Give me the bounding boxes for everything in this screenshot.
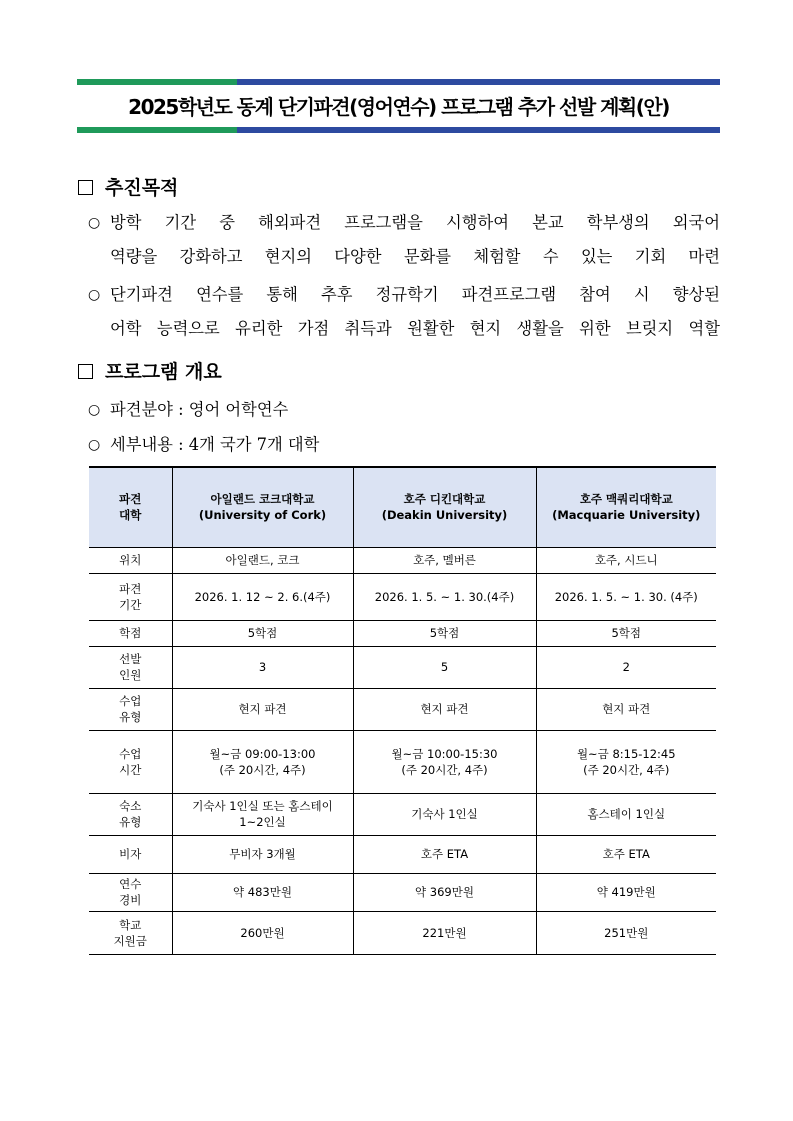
row-label-cell: 학교 지원금 xyxy=(89,911,172,954)
table-cell: 2026. 1. 5. ~ 1. 30. (4주) xyxy=(536,573,716,620)
row-label-cell: 학점 xyxy=(89,620,172,646)
table-cell: 약 419만원 xyxy=(536,873,716,911)
title-bottom-rule xyxy=(77,127,720,133)
table-cell: 260만원 xyxy=(172,911,353,954)
table-cell: 기숙사 1인실 xyxy=(353,793,536,835)
table-row xyxy=(89,547,716,573)
program-table xyxy=(89,466,716,955)
table-cell: 월~금 8:15-12:45 (주 20시간, 4주) xyxy=(536,730,716,793)
row-label-cell: 선발 인원 xyxy=(89,646,172,688)
row-label-cell: 수업 유형 xyxy=(89,688,172,730)
header-university-cork: 아일랜드 코크대학교 (University of Cork) xyxy=(172,467,353,547)
section-box-icon xyxy=(78,180,93,195)
header-label-cell: 파견 대학 xyxy=(89,467,172,547)
row-label-cell: 위치 xyxy=(89,547,172,573)
table-cell: 3 xyxy=(172,646,353,688)
row-label-cell: 수업 시간 xyxy=(89,730,172,793)
table-row xyxy=(89,793,716,835)
table-cell: 호주 ETA xyxy=(353,835,536,873)
table-row xyxy=(89,688,716,730)
table-row xyxy=(89,646,716,688)
table-row xyxy=(89,730,716,793)
table-cell: 5학점 xyxy=(172,620,353,646)
circle-bullet-icon: ○ xyxy=(88,437,101,453)
table-cell: 무비자 3개월 xyxy=(172,835,353,873)
section-heading-purpose: 추진목적 xyxy=(78,176,178,200)
circle-bullet-icon: ○ xyxy=(88,287,101,303)
table-cell: 호주 ETA xyxy=(536,835,716,873)
header-university-deakin: 호주 디킨대학교 (Deakin University) xyxy=(353,467,536,547)
table-cell: 221만원 xyxy=(353,911,536,954)
table-cell: 월~금 10:00-15:30 (주 20시간, 4주) xyxy=(353,730,536,793)
section-box-icon xyxy=(78,364,93,379)
row-label-cell: 연수 경비 xyxy=(89,873,172,911)
table-cell: 2026. 1. 12 ~ 2. 6.(4주) xyxy=(172,573,353,620)
table-cell: 약 483만원 xyxy=(172,873,353,911)
purpose-bullet-1: ○ 방학 기간 중 해외파견 프로그램을 시행하여 본교 학부생의 외국어 역량을 강화하고 현지의 다양한 문화를 체험할 수 있는 기회 마련 xyxy=(88,206,720,274)
row-label-cell: 파견 기간 xyxy=(89,573,172,620)
table-row xyxy=(89,911,716,954)
title-top-rule xyxy=(77,79,720,85)
table-cell: 월~금 09:00-13:00 (주 20시간, 4주) xyxy=(172,730,353,793)
table-cell: 2026. 1. 5. ~ 1. 30.(4주) xyxy=(353,573,536,620)
overview-bullet-1: ○ 파견분야 : 영어 어학연수 xyxy=(88,393,720,427)
table-cell: 아일랜드, 코크 xyxy=(172,547,353,573)
table-cell: 호주, 시드니 xyxy=(536,547,716,573)
table-cell: 호주, 멜버른 xyxy=(353,547,536,573)
table-cell: 현지 파견 xyxy=(353,688,536,730)
table-cell: 2 xyxy=(536,646,716,688)
table-cell: 251만원 xyxy=(536,911,716,954)
header-university-macquarie: 호주 맥쿼리대학교 (Macquarie University) xyxy=(536,467,716,547)
row-label-cell: 비자 xyxy=(89,835,172,873)
section-heading-overview: 프로그램 개요 xyxy=(78,360,222,384)
table-cell: 약 369만원 xyxy=(353,873,536,911)
document-title: 2025학년도 동계 단기파견(영어연수) 프로그램 추가 선발 계획(안) xyxy=(128,95,669,119)
table-row xyxy=(89,873,716,911)
row-label-cell: 숙소 유형 xyxy=(89,793,172,835)
circle-bullet-icon: ○ xyxy=(88,402,101,418)
table-header-row xyxy=(89,467,716,547)
table-row xyxy=(89,835,716,873)
overview-bullet-2: ○ 세부내용 : 4개 국가 7개 대학 xyxy=(88,428,720,462)
table-cell: 5 xyxy=(353,646,536,688)
circle-bullet-icon: ○ xyxy=(88,215,101,231)
table-row xyxy=(89,620,716,646)
table-cell: 홈스테이 1인실 xyxy=(536,793,716,835)
purpose-bullet-2: ○ 단기파견 연수를 통해 추후 정규학기 파견프로그램 참여 시 향상된 어학 능력으로 유리한 가점 취득과 원활한 현지 생활을 위한 브릿지 역할 xyxy=(88,278,720,346)
table-cell: 현지 파견 xyxy=(172,688,353,730)
table-cell: 기숙사 1인실 또는 홈스테이 1~2인실 xyxy=(172,793,353,835)
table-row xyxy=(89,573,716,620)
table-cell: 5학점 xyxy=(536,620,716,646)
table-cell: 5학점 xyxy=(353,620,536,646)
table-cell: 현지 파견 xyxy=(536,688,716,730)
